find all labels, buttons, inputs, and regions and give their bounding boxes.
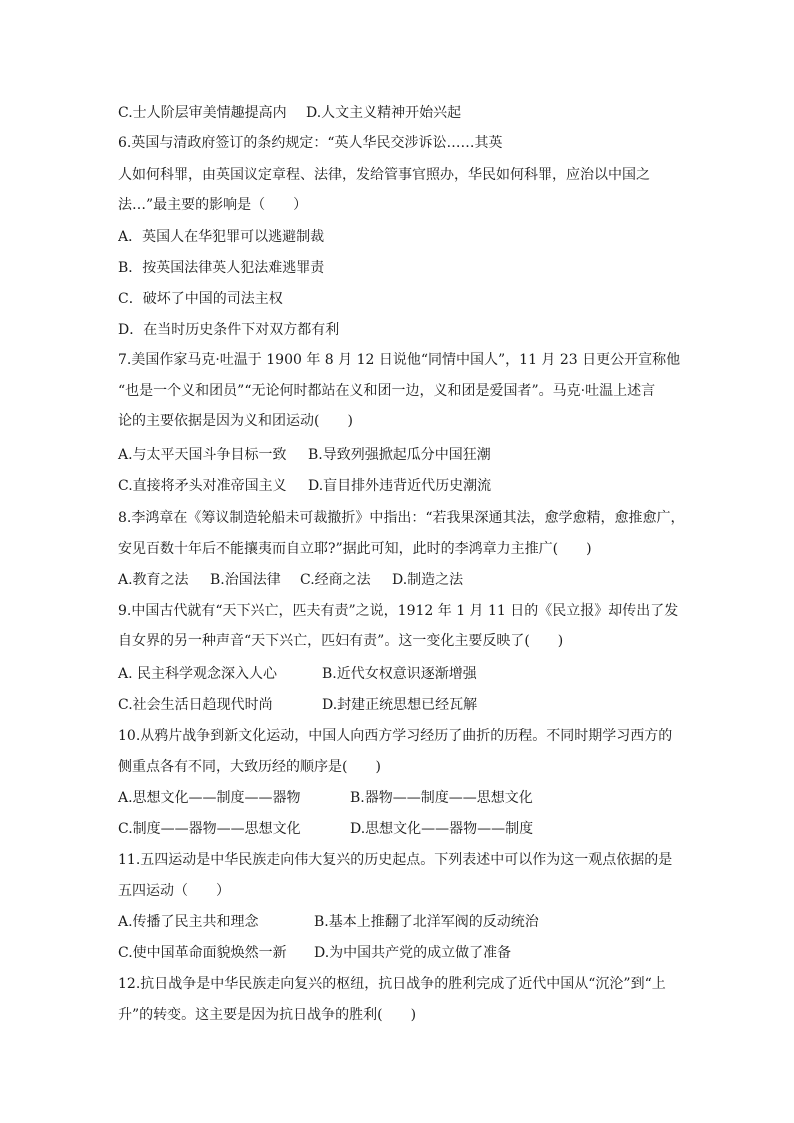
q6-option-b: B．按英国法律英人犯法难逃罪责 bbox=[118, 260, 325, 276]
q7-stem-line-3: 论的主要依据是因为义和团运动( ) bbox=[118, 413, 353, 429]
q11-options-cd bbox=[118, 944, 688, 962]
q6-option-d: D．在当时历史条件下对双方都有利 bbox=[118, 322, 340, 338]
q9-options-cd bbox=[118, 696, 688, 714]
q8-option-c: C.经商之法 bbox=[300, 572, 371, 588]
q9-options-ab bbox=[118, 665, 688, 683]
q8-stem-line-2: 安见百数十年后不能攘夷而自立耶?”据此可知，此时的李鸿章力主推广( ) bbox=[118, 541, 592, 557]
q11-stem-line-2: 五四运动（ ） bbox=[118, 883, 230, 899]
q11-stem-line-1: 11.五四运动是中华民族走向伟大复兴的历史起点。下列表述中可以作为这一观点依据的是 bbox=[118, 852, 673, 868]
q10-option-d: D.思想文化——器物——制度 bbox=[350, 821, 534, 837]
q12-stem-line-1: 12.抗日战争是中华民族走向复兴的枢纽，抗日战争的胜利完成了近代中国从“沉沦”到“上 bbox=[118, 976, 666, 992]
q9-stem-line-1: 9.中国古代就有“天下兴亡，匹夫有责”之说，1912 年 1 月 11 日的《民立报》却传出了发 bbox=[118, 603, 679, 619]
q10-option-a: A.思想文化——制度——器物 bbox=[118, 790, 301, 806]
q7-option-a: A.与太平天国斗争目标一致 bbox=[118, 447, 287, 463]
q8-options bbox=[118, 571, 688, 589]
q6-option-a: A．英国人在华犯罪可以逃避制裁 bbox=[118, 229, 325, 245]
q7-options-ab bbox=[118, 446, 688, 464]
q7-options-cd bbox=[118, 477, 688, 495]
q7-stem-line-1: 7.美国作家马克·吐温于 1900 年 8 月 12 日说他“同情中国人”，11 月 23 日更公开宣称他 bbox=[118, 352, 681, 368]
q11-option-a: A.传播了民主共和理念 bbox=[118, 914, 259, 930]
q11-option-b: B.基本上推翻了北洋军阀的反动统治 bbox=[314, 914, 539, 930]
q10-options-ab bbox=[118, 789, 688, 807]
q6-stem-line-3: 法…”最主要的影响是（ ） bbox=[118, 197, 308, 213]
q10-stem-line-1: 10.从鸦片战争到新文化运动，中国人向西方学习经历了曲折的历程。不同时期学习西方的 bbox=[118, 728, 673, 744]
q5-option-d: D.人文主义精神开始兴起 bbox=[306, 105, 462, 121]
q7-option-c: C.直接将矛头对准帝国主义 bbox=[118, 478, 287, 494]
q6-stem-line-1: 6.英国与清政府签订的条约规定：“英人华民交涉诉讼……其英 bbox=[118, 135, 503, 151]
q9-option-b: B.近代女权意识逐渐增强 bbox=[322, 666, 477, 682]
q5-options-cd bbox=[118, 104, 688, 122]
q9-option-c: C.社会生活日趋现代时尚 bbox=[118, 697, 273, 713]
q7-option-b: B.导致列强掀起瓜分中国狂潮 bbox=[308, 447, 491, 463]
q7-option-d: D.盲目排外违背近代历史潮流 bbox=[308, 478, 492, 494]
q10-options-cd bbox=[118, 820, 688, 838]
q11-option-c: C.使中国革命面貌焕然一新 bbox=[118, 945, 287, 961]
q10-stem-line-2: 侧重点各有不同，大致历经的顺序是( ) bbox=[118, 759, 381, 775]
q9-stem-line-2: 自女界的另一种声音“天下兴亡，匹妇有责”。这一变化主要反映了( ) bbox=[118, 633, 564, 649]
q7-stem-line-2: “也是一个义和团员”“无论何时都站在义和团一边，义和团是爱国者”。马克·吐温上述言 bbox=[118, 383, 656, 399]
q12-stem-line-2: 升”的转变。这主要是因为抗日战争的胜利( ) bbox=[118, 1007, 417, 1023]
q6-option-c: C．破坏了中国的司法主权 bbox=[118, 291, 283, 307]
q8-option-d: D.制造之法 bbox=[392, 572, 464, 588]
q6-stem-line-2: 人如何科罪，由英国议定章程、法律，发给管事官照办，华民如何科罪，应治以中国之 bbox=[118, 167, 650, 183]
q9-option-a: A. 民主科学观念深入人心 bbox=[118, 666, 278, 682]
q8-option-b: B.治国法律 bbox=[210, 572, 281, 588]
q11-option-d: D.为中国共产党的成立做了准备 bbox=[314, 945, 512, 961]
q8-option-a: A.教育之法 bbox=[118, 572, 189, 588]
q5-option-c: C.士人阶层审美情趣提高内 bbox=[118, 105, 287, 121]
q10-option-c: C.制度——器物——思想文化 bbox=[118, 821, 301, 837]
q8-stem-line-1: 8.李鸿章在《筹议制造轮船未可裁撤折》中指出：“若我果深通其法，愈学愈精，愈推愈广， bbox=[118, 510, 685, 526]
q10-option-b: B.器物——制度——思想文化 bbox=[350, 790, 533, 806]
q9-option-d: D.封建正统思想已经瓦解 bbox=[322, 697, 478, 713]
q11-options-ab bbox=[118, 913, 688, 931]
